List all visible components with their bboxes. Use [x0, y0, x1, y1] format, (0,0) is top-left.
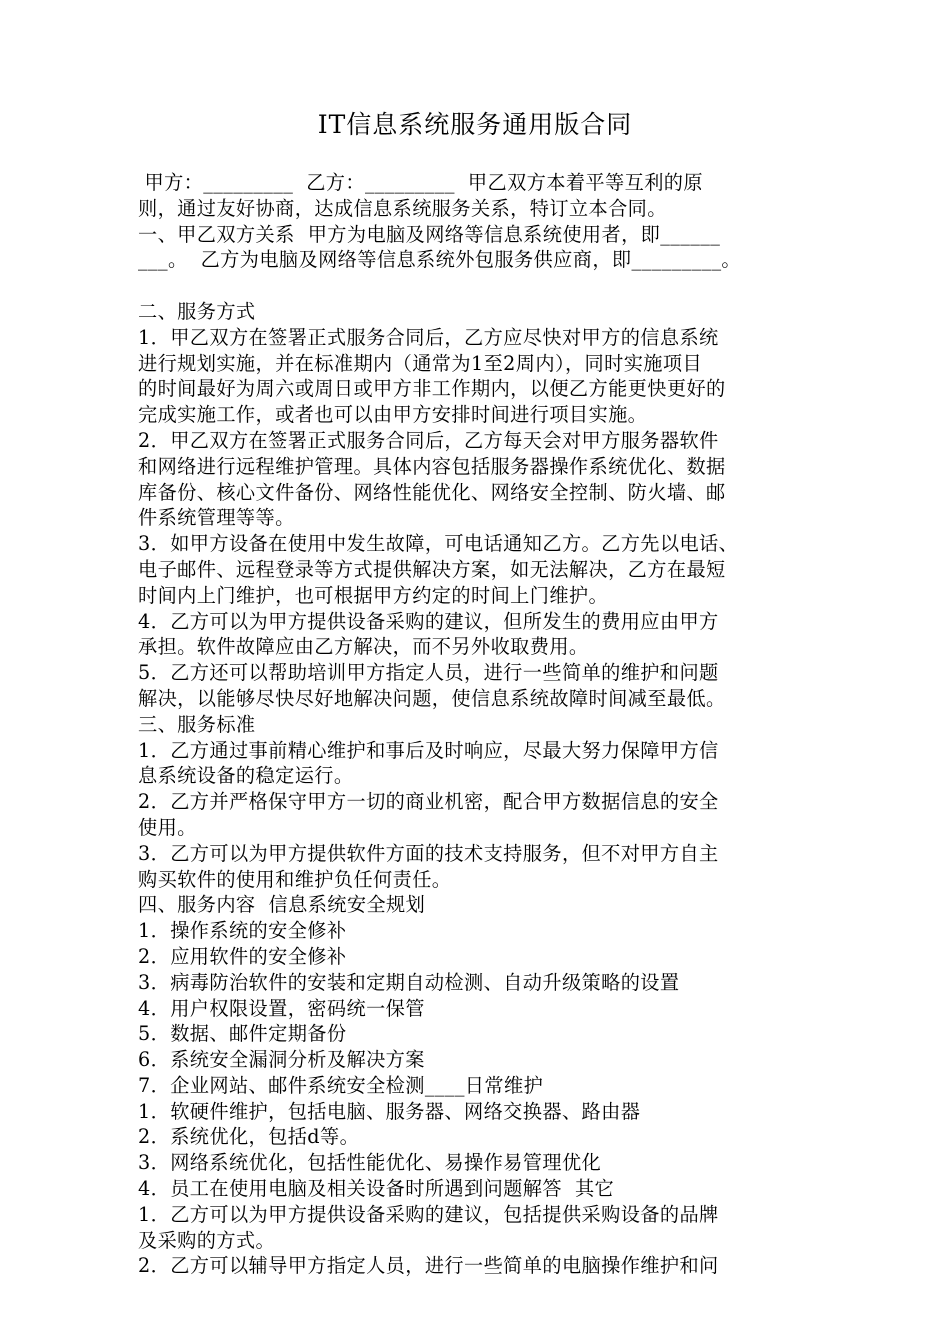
- body-line: 承担。软件故障应由乙方解决，而不另外收取费用。: [138, 635, 589, 659]
- body-line: 使用。: [138, 815, 197, 839]
- body-line: 进行规划实施，并在标准期内（通常为1至2周内），同时实施项目: [138, 351, 703, 375]
- body-line: 及采购的方式。: [138, 1228, 276, 1252]
- body-line: 一、甲乙双方关系 甲方为电脑及网络等信息系统使用者，即______: [138, 222, 721, 246]
- body-line: 四、服务内容 信息系统安全规划: [138, 893, 426, 917]
- body-line: 和网络进行远程维护管理。具体内容包括服务器操作系统优化、数据: [138, 454, 726, 478]
- body-line: 4．用户权限设置，密码统一保管: [138, 996, 425, 1020]
- body-line: 购买软件的使用和维护负任何责任。: [138, 867, 452, 891]
- body-line: 2．系统优化，包括d等。: [138, 1125, 360, 1149]
- body-line: 的时间最好为周六或周日或甲方非工作期内，以便乙方能更快更好的: [138, 377, 726, 401]
- body-line: 6．系统安全漏洞分析及解决方案: [138, 1048, 425, 1072]
- body-line: 4．乙方可以为甲方提供设备采购的建议，但所发生的费用应由甲方: [138, 609, 719, 633]
- body-line: 二、服务方式: [138, 299, 256, 323]
- body-line: 电子邮件、远程登录等方式提供解决方案，如无法解决，乙方在最短: [138, 557, 726, 581]
- body-line: 2．乙方可以辅导甲方指定人员，进行一些简单的电脑操作维护和问: [138, 1254, 719, 1278]
- body-line: 3．网络系统优化，包括性能优化、易操作易管理优化: [138, 1151, 602, 1175]
- body-line: 件系统管理等等。: [138, 506, 295, 530]
- body-line: 库备份、核心文件备份、网络性能优化、网络安全控制、防火墙、邮: [138, 480, 726, 504]
- body-line: 2．甲乙双方在签署正式服务合同后，乙方每天会对甲方服务器软件: [138, 428, 719, 452]
- body-line: 甲方：_________ 乙方：_________ 甲乙双方本着平等互利的原: [138, 171, 703, 194]
- body-line: 1．软硬件维护，包括电脑、服务器、网络交换器、路由器: [138, 1099, 641, 1123]
- body-line: 息系统设备的稳定运行。: [138, 764, 354, 788]
- document-title: IT信息系统服务通用版合同: [317, 110, 633, 139]
- body-line: 1．乙方可以为甲方提供设备采购的建议，包括提供采购设备的品牌: [138, 1202, 719, 1226]
- body-line: 则，通过友好协商，达成信息系统服务关系，特订立本合同。: [138, 196, 667, 220]
- body-line: 1．操作系统的安全修补: [138, 919, 347, 943]
- body-line: 7．企业网站、邮件系统安全检测____日常维护: [138, 1073, 544, 1097]
- body-line: 5．数据、邮件定期备份: [138, 1022, 347, 1046]
- body-line: 3．病毒防治软件的安装和定期自动检测、自动升级策略的设置: [138, 970, 680, 994]
- contract-body: [138, 170, 818, 1279]
- body-line: 三、服务标准: [138, 712, 256, 736]
- body-line: 1．甲乙双方在签署正式服务合同后，乙方应尽快对甲方的信息系统: [138, 325, 719, 349]
- body-line: 2．应用软件的安全修补: [138, 944, 347, 968]
- body-line: 3．如甲方设备在使用中发生故障，可电话通知乙方。乙方先以电话、: [138, 532, 739, 556]
- body-line: 时间内上门维护，也可根据甲方约定的时间上门维护。: [138, 583, 609, 607]
- body-line: 1．乙方通过事前精心维护和事后及时响应，尽最大努力保障甲方信: [138, 738, 719, 762]
- body-line: 4．员工在使用电脑及相关设备时所遇到问题解答 其它: [138, 1177, 615, 1201]
- body-line: ___。 乙方为电脑及网络等信息系统外包服务供应商，即_________。: [138, 248, 742, 272]
- blank-line: [138, 273, 818, 299]
- body-line: 2．乙方并严格保守甲方一切的商业机密，配合甲方数据信息的安全: [138, 790, 719, 814]
- body-line: 解决，以能够尽快尽好地解决问题，使信息系统故障时间减至最低。: [138, 686, 726, 710]
- body-line: 3．乙方可以为甲方提供软件方面的技术支持服务，但不对甲方自主: [138, 841, 719, 865]
- body-line: 完成实施工作，或者也可以由甲方安排时间进行项目实施。: [138, 403, 648, 427]
- body-line: 5．乙方还可以帮助培训甲方指定人员，进行一些简单的维护和问题: [138, 661, 719, 685]
